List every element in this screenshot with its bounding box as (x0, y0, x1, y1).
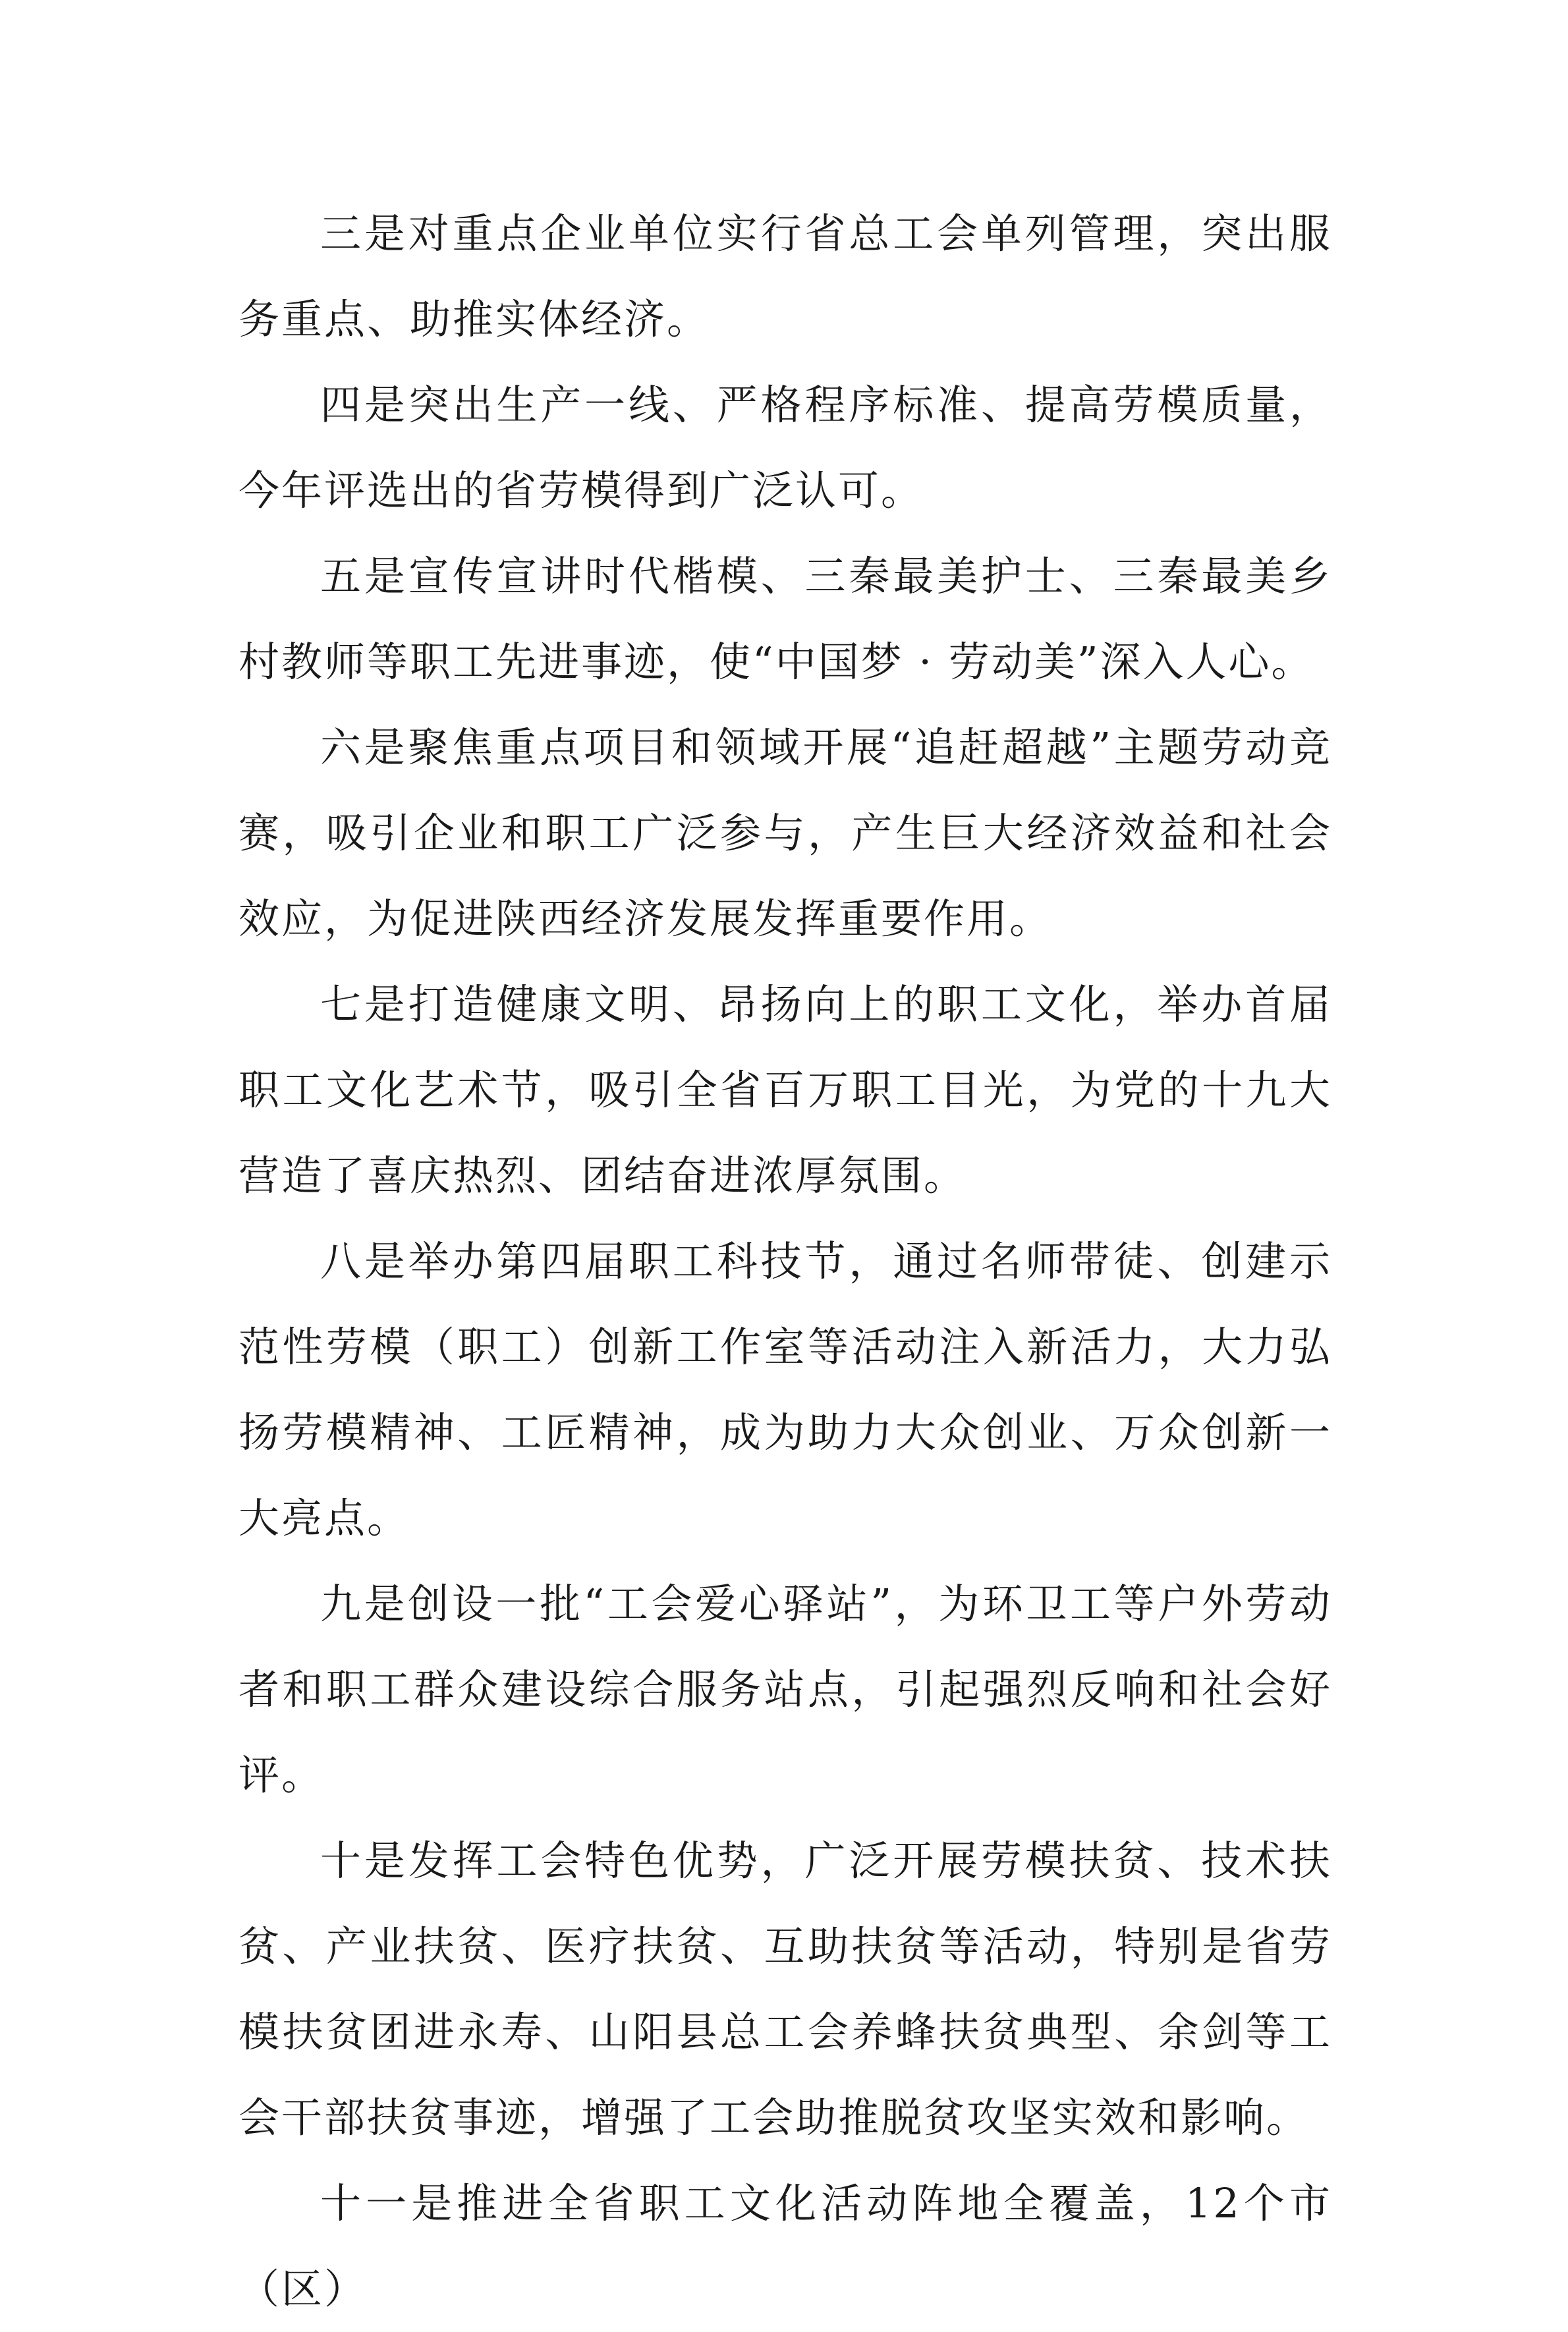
paragraph-11: 十一是推进全省职工文化活动阵地全覆盖，12个市（区） (238, 2179, 1332, 2313)
document-body (238, 191, 1332, 2332)
paragraph-3: 三是对重点企业单位实行省总工会单列管理，突出服务重点、助推实体经济。 (238, 209, 1332, 343)
paragraph-7: 七是打造健康文明、昂扬向上的职工文化，举办首届职工文化艺术节，吸引全省百万职工目光，为党的十九大营造了喜庆热烈、团结奋进浓厚氛围。 (238, 980, 1332, 1200)
paragraph-6: 六是聚焦重点项目和领域开展“追赶超越”主题劳动竞赛，吸引企业和职工广泛参与，产生巨大经济效益和社会效应，为促进陕西经济发展发挥重要作用。 (238, 723, 1332, 943)
paragraph-4: 四是突出生产一线、严格程序标准、提高劳模质量，今年评选出的省劳模得到广泛认可。 (238, 381, 1332, 514)
paragraph-5: 五是宣传宣讲时代楷模、三秦最美护士、三秦最美乡村教师等职工先进事迹，使“中国梦 · 劳动美”深入人心。 (238, 552, 1332, 686)
paragraph-10: 十是发挥工会特色优势，广泛开展劳模扶贫、技术扶贫、产业扶贫、医疗扶贫、互助扶贫等活动，特别是省劳模扶贫团进永寿、山阳县总工会养蜂扶贫典型、余剑等工会干部扶贫事迹，增强了工会助推脱贫攻坚实效和影响。 (238, 1837, 1332, 2142)
paragraph-9: 九是创设一批“工会爱心驿站”，为环卫工等户外劳动者和职工群众建设综合服务站点，引起强烈反响和社会好评。 (238, 1580, 1332, 1799)
paragraph-8: 八是举办第四届职工科技节，通过名师带徒、创建示范性劳模（职工）创新工作室等活动注入新活力，大力弘扬劳模精神、工匠精神，成为助力大众创业、万众创新一大亮点。 (238, 1237, 1332, 1542)
